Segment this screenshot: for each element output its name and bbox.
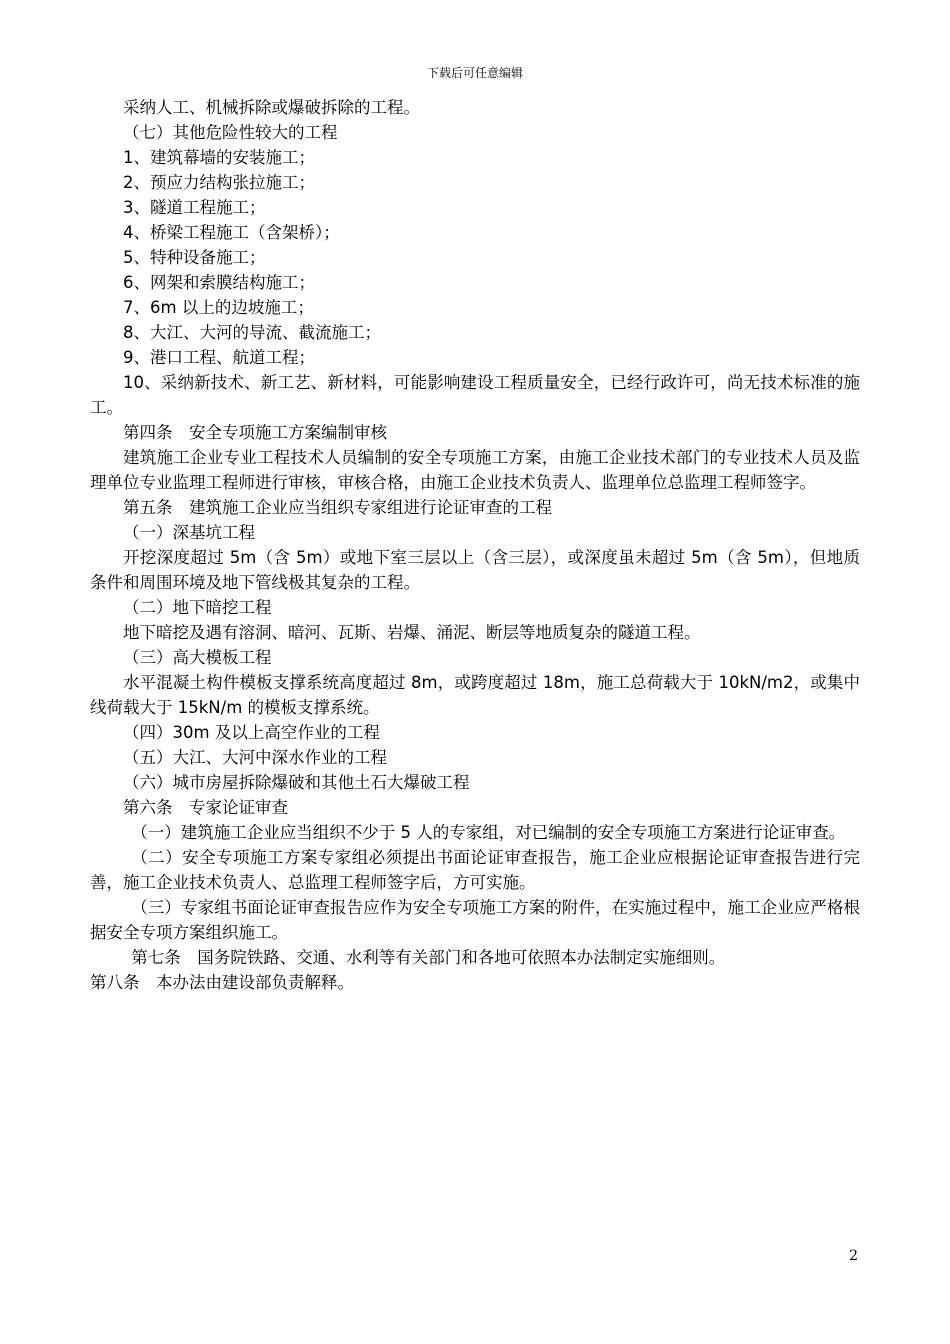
paragraph: 水平混凝土构件模板支撑系统高度超过 8m，或跨度超过 18m，施工总荷载大于 10kN/m2，或集中线荷载大于 15kN/m 的模板支撑系统。 xyxy=(90,673,860,717)
paragraph: （四）30m 及以上高空作业的工程 xyxy=(123,723,380,742)
paragraph: 9、港口工程、航道工程； xyxy=(123,348,315,367)
paragraph: 第八条 本办法由建设部负责解释。 xyxy=(90,973,354,992)
paragraph: 6、网架和索膜结构施工； xyxy=(123,273,315,292)
paragraph: 2、预应力结构张拉施工； xyxy=(123,173,315,192)
paragraph: （五）大江、大河中深水作业的工程 xyxy=(123,748,387,767)
paragraph: 5、特种设备施工； xyxy=(123,248,266,267)
paragraph: 第五条 建筑施工企业应当组织专家组进行论证审查的工程 xyxy=(123,498,552,517)
paragraph: （七）其他危险性较大的工程 xyxy=(123,123,338,142)
paragraph: 开挖深度超过 5m（含 5m）或地下室三层以上（含三层），或深度虽未超过 5m（含 5m），但地质条件和周围环境及地下管线极其复杂的工程。 xyxy=(90,548,860,592)
paragraph: （三）高大模板工程 xyxy=(123,648,272,667)
paragraph: 采纳人工、机械拆除或爆破拆除的工程。 xyxy=(123,98,420,117)
document-body xyxy=(90,95,860,995)
page-header: 下载后可任意编辑 xyxy=(426,66,523,80)
paragraph: 3、隧道工程施工； xyxy=(123,198,266,217)
paragraph: 地下暗挖及遇有溶洞、暗河、瓦斯、岩爆、涌泥、断层等地质复杂的隧道工程。 xyxy=(123,623,701,642)
page-number: 2 xyxy=(849,1248,858,1264)
paragraph: （二）安全专项施工方案专家组必须提出书面论证审查报告，施工企业应根据论证审查报告进行完善，施工企业技术负责人、总监理工程师签字后，方可实施。 xyxy=(90,848,860,892)
paragraph: （二）地下暗挖工程 xyxy=(123,598,272,617)
paragraph: （六）城市房屋拆除爆破和其他土石大爆破工程 xyxy=(123,773,470,792)
paragraph: （一）深基坑工程 xyxy=(123,523,255,542)
paragraph: 7、6m 以上的边坡施工； xyxy=(123,298,314,317)
paragraph: 10、采纳新技术、新工艺、新材料，可能影响建设工程质量安全，已经行政许可，尚无技术标准的施工。 xyxy=(90,373,860,417)
paragraph: 第六条 专家论证审查 xyxy=(123,798,288,817)
paragraph: 1、建筑幕墙的安装施工； xyxy=(123,148,315,167)
paragraph: 建筑施工企业专业工程技术人员编制的安全专项施工方案，由施工企业技术部门的专业技术人员及监理单位专业监理工程师进行审核，审核合格，由施工企业技术负责人、监理单位总监理工程师签字。 xyxy=(90,448,860,492)
paragraph: 第七条 国务院铁路、交通、水利等有关部门和各地可依照本办法制定实施细则。 xyxy=(131,948,726,967)
paragraph: 8、大江、大河的导流、截流施工； xyxy=(123,323,381,342)
paragraph: 4、桥梁工程施工（含架桥）； xyxy=(123,223,340,242)
paragraph: （三）专家组书面论证审查报告应作为安全专项施工方案的附件，在实施过程中，施工企业应严格根据安全专项方案组织施工。 xyxy=(90,898,860,942)
paragraph: （一）建筑施工企业应当组织不少于 5 人的专家组，对已编制的安全专项施工方案进行论证审查。 xyxy=(131,823,846,842)
paragraph: 第四条 安全专项施工方案编制审核 xyxy=(123,423,387,442)
